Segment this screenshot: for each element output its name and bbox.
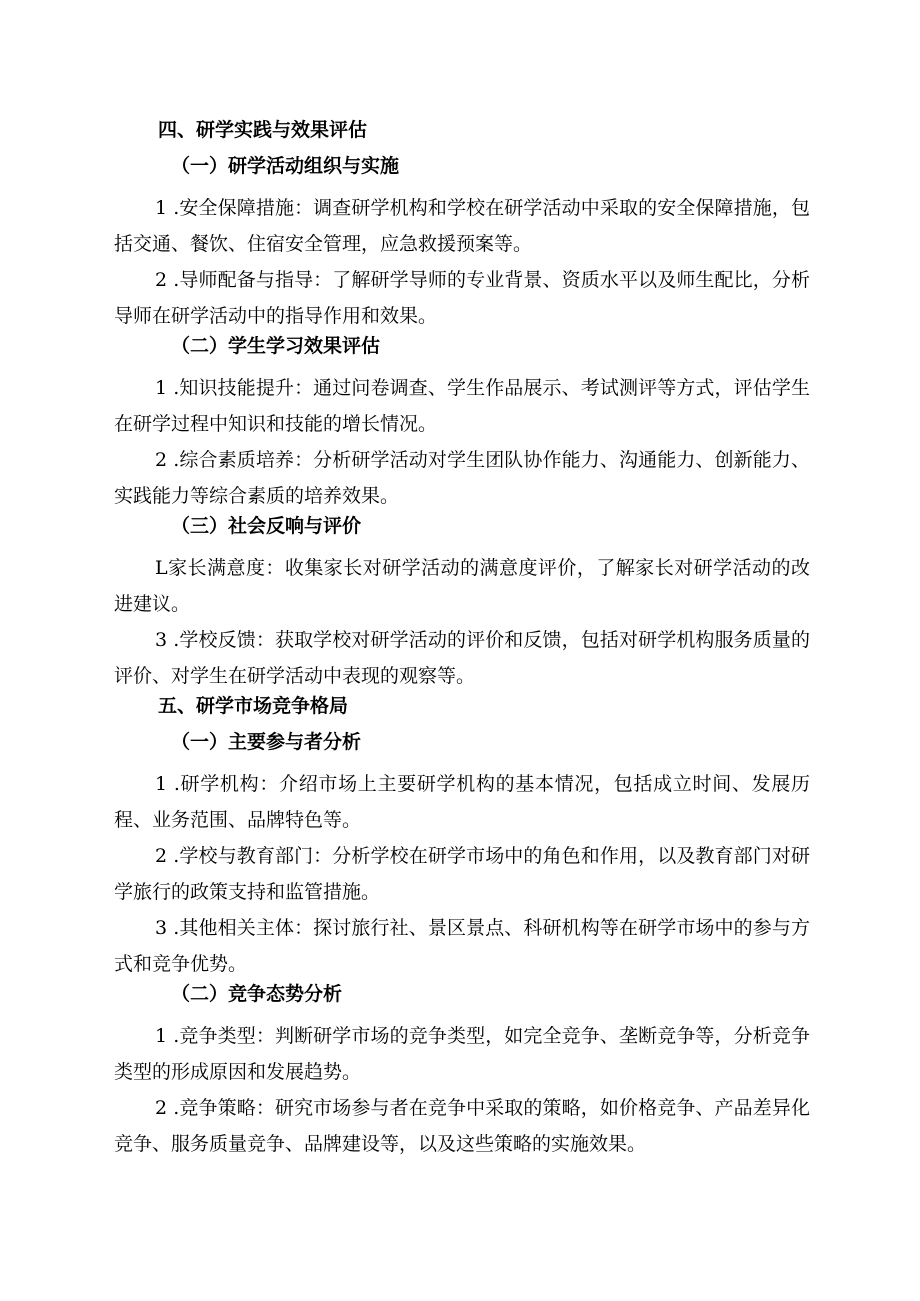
- subsection-heading: （二）学生学习效果评估: [171, 335, 381, 357]
- paragraph: 1 .知识技能提升：通过问卷调查、学生作品展示、考试测评等方式，评估学生在研学过程中知识和技能的增长情况。: [114, 377, 810, 435]
- subsection-heading: （一）主要参与者分析: [171, 731, 362, 753]
- subsection-heading: （三）社会反响与评价: [171, 515, 362, 537]
- paragraph: 2 .导师配备与指导：了解研学导师的专业背景、资质水平以及师生配比，分析导师在研学活动中的指导作用和效果。: [114, 269, 810, 327]
- subsection-heading: （一）研学活动组织与实施: [171, 155, 400, 177]
- paragraph: 1 .研学机构：介绍市场上主要研学机构的基本情况，包括成立时间、发展历程、业务范围、品牌特色等。: [114, 773, 810, 831]
- paragraph: L家长满意度：收集家长对研学活动的满意度评价，了解家长对研学活动的改进建议。: [114, 557, 810, 615]
- document-body: [114, 118, 810, 1162]
- paragraph: 2 .学校与教育部门：分析学校在研学市场中的角色和作用，以及教育部门对研学旅行的政策支持和监管措施。: [114, 845, 810, 903]
- subsection-heading: （二）竞争态势分析: [171, 983, 343, 1005]
- paragraph: 2 .竞争策略：研究市场参与者在竞争中采取的策略，如价格竞争、产品差异化竞争、服务质量竞争、品牌建设等，以及这些策略的实施效果。: [114, 1097, 810, 1155]
- section-heading: 五、研学市场竞争格局: [158, 695, 349, 717]
- paragraph: 3 .学校反馈：获取学校对研学活动的评价和反馈，包括对研学机构服务质量的评价、对学生在研学活动中表现的观察等。: [114, 629, 810, 687]
- paragraph: 3 .其他相关主体：探讨旅行社、景区景点、科研机构等在研学市场中的参与方式和竞争优势。: [114, 917, 810, 975]
- paragraph: 2 .综合素质培养：分析研学活动对学生团队协作能力、沟通能力、创新能力、实践能力等综合素质的培养效果。: [114, 449, 810, 507]
- paragraph: 1 .竞争类型：判断研学市场的竞争类型，如完全竞争、垄断竞争等，分析竞争类型的形成原因和发展趋势。: [114, 1025, 810, 1083]
- section-heading: 四、研学实践与效果评估: [158, 119, 368, 141]
- paragraph: 1 .安全保障措施：调查研学机构和学校在研学活动中采取的安全保障措施，包括交通、餐饮、住宿安全管理，应急救援预案等。: [114, 197, 810, 255]
